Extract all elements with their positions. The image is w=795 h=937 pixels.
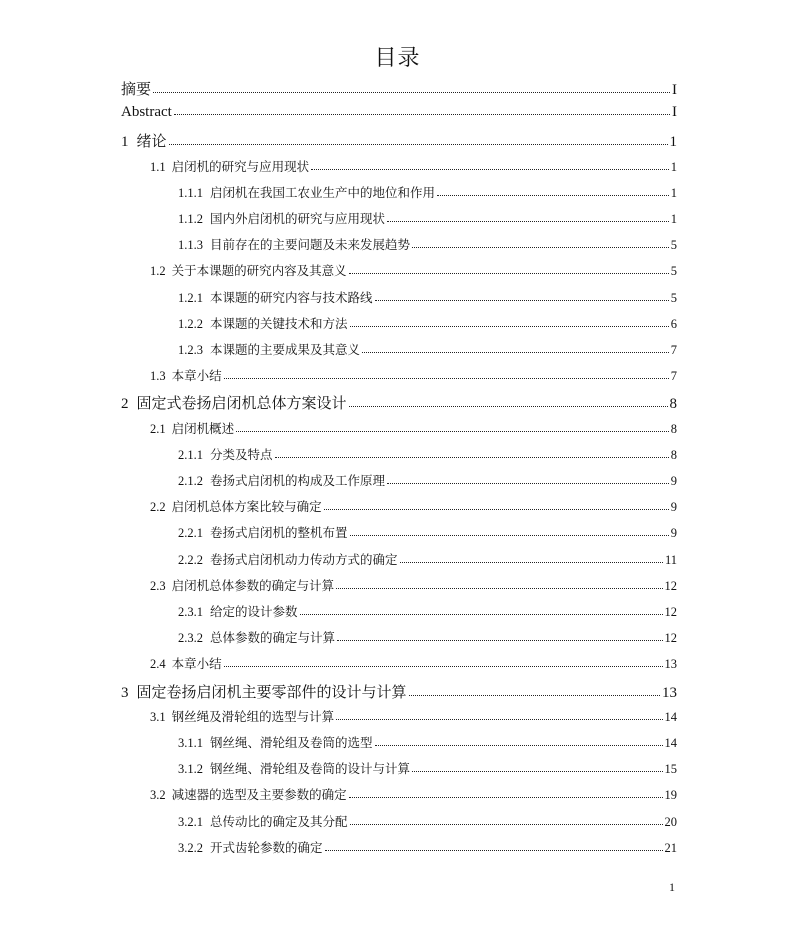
toc-entry-page: 13 (664, 657, 677, 672)
toc-entry[interactable] (178, 602, 677, 620)
toc-entry-title: 给定的设计参数 (210, 605, 298, 619)
dot-leader (409, 687, 660, 697)
toc-entry-page: 11 (664, 552, 677, 567)
dot-leader (300, 606, 663, 616)
toc-entry-number: 3.1 (150, 709, 166, 724)
toc-entry[interactable] (178, 523, 677, 541)
dot-leader (275, 449, 669, 459)
toc-entry-title: 减速器的选型及主要参数的确定 (171, 788, 347, 803)
toc-entry-title: 绪论 (136, 134, 167, 151)
toc-entry-page: I (672, 104, 677, 121)
dot-leader (350, 318, 669, 328)
toc-entry-number: 2.2.1 (178, 526, 203, 541)
toc-entry[interactable] (178, 550, 677, 568)
toc-entry-page: 12 (664, 605, 677, 619)
toc-entry-number: 1 (121, 134, 129, 151)
toc-entry-title: 总体参数的确定与计算 (210, 631, 336, 646)
toc-entry-number: 2.1 (150, 421, 166, 436)
toc-entry-number: 1.2.1 (178, 290, 203, 305)
toc-entry-page: 14 (664, 736, 677, 750)
dot-leader (224, 658, 663, 668)
dot-leader (350, 816, 663, 826)
toc-entry-number: 1.1 (150, 159, 166, 174)
dot-leader (362, 344, 669, 354)
dot-leader (174, 106, 670, 116)
toc-entry-title: 本章小结 (171, 369, 222, 384)
toc-entry-title: 本课题的主要成果及其意义 (210, 343, 361, 357)
dot-leader (349, 398, 668, 408)
toc-entry-page: 7 (670, 369, 677, 384)
toc-entry-page: 5 (670, 238, 677, 253)
toc-entry-number: 1.1.2 (178, 212, 203, 226)
toc-entry-title: 钢丝绳、滑轮组及卷筒的设计与计算 (210, 762, 411, 777)
dot-leader (387, 475, 669, 485)
toc-entry[interactable] (178, 838, 677, 856)
dot-leader (169, 136, 668, 146)
toc-entry-title: 本课题的关键技术和方法 (210, 316, 348, 331)
dot-leader (375, 292, 669, 302)
dot-leader (375, 737, 663, 747)
toc-entry[interactable] (121, 392, 677, 412)
toc-entry-number: 1.1.1 (178, 185, 203, 200)
toc-entry-page: 8 (670, 447, 677, 462)
toc-entry[interactable] (178, 235, 677, 253)
toc-entry-title: 启闭机总体方案比较与确定 (171, 500, 322, 515)
toc-entry[interactable] (121, 130, 677, 150)
toc-entry[interactable] (150, 707, 677, 725)
toc-entry[interactable] (121, 78, 677, 98)
toc-entry[interactable] (150, 576, 677, 594)
toc-entry-page: 12 (664, 578, 677, 593)
toc-entry[interactable] (150, 261, 677, 279)
toc-entry-page: 9 (670, 474, 677, 488)
toc-entry-number: 1.3 (150, 369, 166, 384)
toc-entry-page: 5 (670, 290, 677, 305)
toc-entry-page: 8 (670, 421, 677, 436)
toc-entry-title: 卷扬式启闭机的整机布置 (210, 526, 348, 541)
dot-leader (153, 84, 670, 94)
toc-entry-number: 1.2.2 (178, 316, 203, 331)
toc-entry-page: 1 (670, 159, 677, 174)
page-number: 1 (669, 880, 675, 894)
toc-entry-number: 2.4 (150, 657, 166, 672)
toc-entry-number: 2.2.2 (178, 552, 203, 567)
dot-leader (311, 161, 669, 171)
toc-entry-title: 启闭机总体参数的确定与计算 (171, 578, 335, 593)
toc-entry-page: 21 (664, 840, 677, 855)
toc-entry[interactable] (178, 209, 677, 227)
dot-leader (325, 842, 663, 852)
toc-entry-title: Abstract (121, 104, 172, 121)
toc-entry[interactable] (178, 759, 677, 777)
toc-entry[interactable] (178, 471, 677, 489)
toc-entry-page: 9 (670, 526, 677, 541)
toc-entry-title: 钢丝绳及滑轮组的选型与计算 (171, 709, 335, 724)
dot-leader (412, 239, 669, 249)
toc-entry-page: 1 (669, 134, 677, 151)
toc-entry[interactable] (178, 628, 677, 646)
toc-entry-page: 14 (664, 709, 677, 724)
toc-entry-title: 固定卷扬启闭机主要零部件的设计与计算 (136, 684, 407, 701)
toc-entry-title: 钢丝绳、滑轮组及卷筒的选型 (210, 736, 373, 750)
toc-entry[interactable] (178, 340, 677, 358)
toc-entry-title: 启闭机在我国工农业生产中的地位和作用 (210, 185, 436, 200)
toc-entry-title: 固定式卷扬启闭机总体方案设计 (136, 396, 347, 413)
page-title: 目录 (374, 45, 421, 70)
toc-entry-title: 启闭机的研究与应用现状 (171, 159, 310, 174)
toc-entry-page: 15 (664, 762, 677, 777)
toc-entry-page: 6 (670, 316, 677, 331)
toc-entry[interactable] (178, 183, 677, 201)
dot-leader (437, 187, 669, 197)
toc-entry-title: 国内外启闭机的研究与应用现状 (210, 212, 386, 226)
dot-leader (336, 580, 662, 590)
toc-entry-number: 1.2.3 (178, 343, 203, 357)
toc-entry-page: 7 (670, 343, 677, 357)
toc-entry-title: 分类及特点 (210, 447, 273, 462)
toc-entry-title: 卷扬式启闭机动力传动方式的确定 (210, 552, 398, 567)
toc-entry-title: 开式齿轮参数的确定 (210, 840, 323, 855)
toc-entry-number: 2.1.1 (178, 447, 203, 462)
dot-leader (412, 763, 662, 773)
toc-entry[interactable] (121, 104, 677, 124)
toc-entry[interactable] (178, 288, 677, 306)
toc-entry-title: 本章小结 (171, 657, 222, 672)
toc-entry-title: 卷扬式启闭机的构成及工作原理 (210, 474, 386, 488)
toc-entry-title: 摘要 (121, 82, 152, 98)
dot-leader (349, 265, 669, 275)
toc-entry-page: 1 (670, 185, 677, 200)
toc-entry-number: 2.3.1 (178, 605, 203, 619)
toc-entry-number: 2.3 (150, 578, 166, 593)
toc-entry-page: 9 (670, 500, 677, 515)
toc-entry-page: 13 (662, 684, 677, 701)
dot-leader (387, 213, 669, 223)
toc-entry-number: 3.2.2 (178, 840, 203, 855)
toc-entry-page: 20 (664, 814, 677, 829)
dot-leader (336, 711, 662, 721)
dot-leader (350, 527, 669, 537)
toc-entry-number: 2.3.2 (178, 631, 203, 646)
toc-entry-page: I (672, 82, 677, 98)
toc-entry-title: 关于本课题的研究内容及其意义 (171, 264, 347, 279)
toc-entry-page: 1 (670, 212, 677, 226)
dot-leader (349, 789, 663, 799)
toc-entry[interactable] (178, 314, 677, 332)
toc-entry[interactable] (150, 419, 677, 437)
toc-entry-number: 2.2 (150, 500, 166, 515)
toc-entry-number: 3.2 (150, 788, 166, 803)
toc-entry-title: 目前存在的主要问题及未来发展趋势 (210, 238, 411, 253)
dot-leader (324, 501, 669, 511)
toc-entry[interactable] (121, 681, 677, 701)
toc-entry-page: 12 (664, 631, 677, 646)
toc-entry-title: 总传动比的确定及其分配 (210, 814, 348, 829)
toc-entry[interactable] (150, 497, 677, 515)
dot-leader (224, 370, 669, 380)
dot-leader (337, 632, 662, 642)
toc-entry-title: 本课题的研究内容与技术路线 (210, 290, 373, 305)
toc-entry-page: 5 (670, 264, 677, 279)
toc-entry-number: 1.2 (150, 264, 166, 279)
toc-entry[interactable] (150, 366, 677, 384)
toc-entry-number: 2.1.2 (178, 474, 203, 488)
toc-entry-title: 启闭机概述 (171, 421, 235, 436)
toc-entry-number: 3 (121, 684, 129, 701)
toc-entry-page: 19 (664, 788, 677, 803)
toc-entry-page: 8 (669, 396, 677, 413)
toc-entry-number: 3.2.1 (178, 814, 203, 829)
toc-entry-number: 3.1.2 (178, 762, 203, 777)
toc-entry-number: 3.1.1 (178, 736, 203, 750)
toc-entry[interactable] (150, 785, 677, 803)
dot-leader (236, 423, 669, 433)
toc-entry-number: 2 (121, 396, 129, 413)
toc-entry[interactable] (178, 445, 677, 463)
toc-entry[interactable] (178, 733, 677, 751)
toc-entry[interactable] (150, 157, 677, 175)
toc-entry[interactable] (150, 654, 677, 672)
dot-leader (400, 554, 663, 564)
toc-entry-number: 1.1.3 (178, 238, 203, 253)
toc-entry[interactable] (178, 812, 677, 830)
